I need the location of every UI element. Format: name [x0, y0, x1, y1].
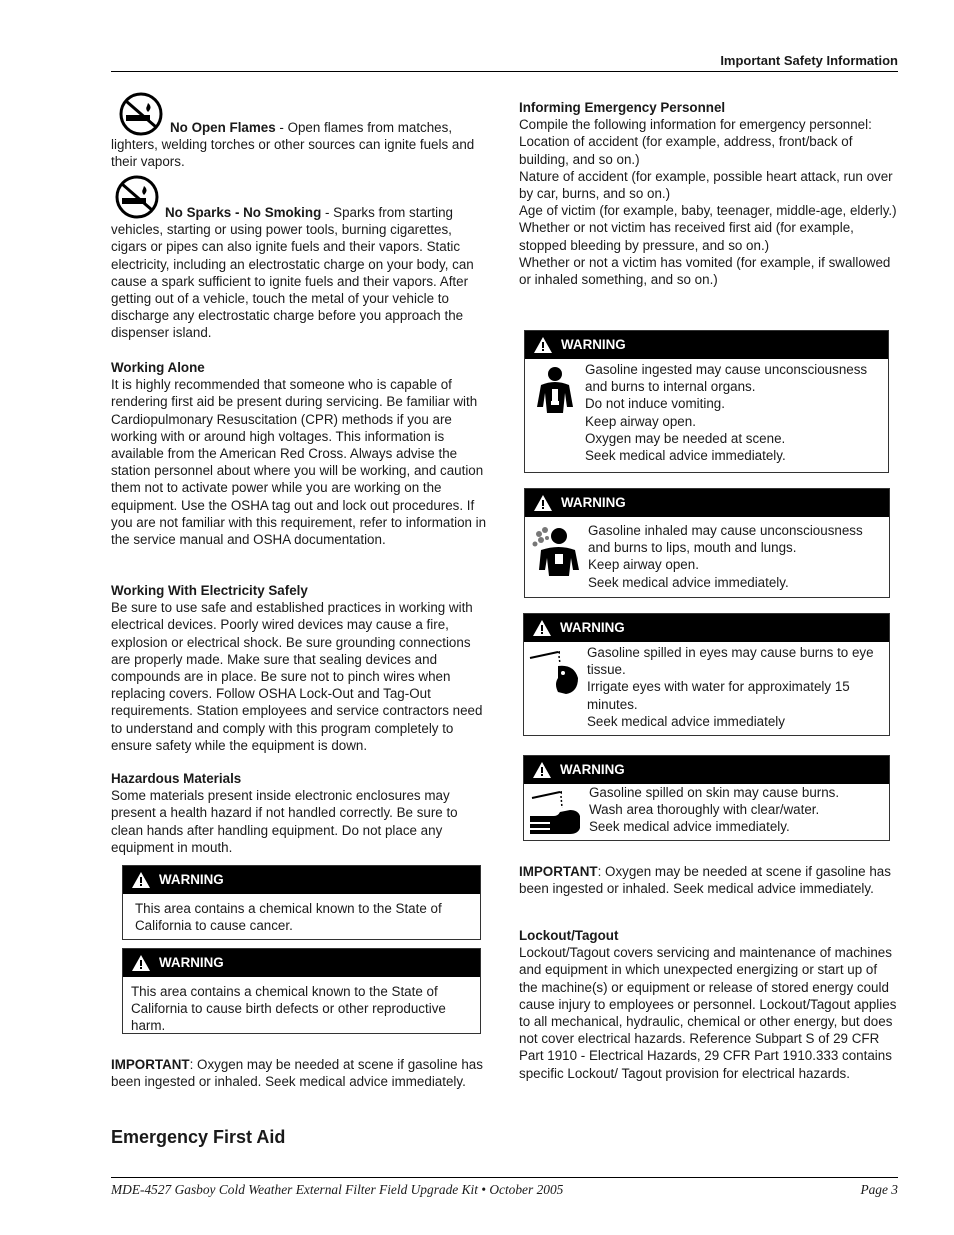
informing-heading: Informing Emergency Personnel	[519, 100, 726, 115]
working-alone-text: It is highly recommended that someone who is capable of rendering first aid be present during servicing. Be familiar with Cardiopulmonary Resuscitation (CPR) methods if you are working with or around high voltages. This information is available from the American Red Cross. Always advise the station personnel about where you will be working, and caution them not to activate power while you are working on the equipment. Use the OSHA tag out and lock out procedures. If you are not familiar with this requirement, refer to information in the service manual and OSHA documentation.	[111, 377, 487, 548]
informing-line: Nature of accident (for example, possible heart attack, run over by car, burns, and so on.)	[519, 168, 893, 202]
lockout-section	[519, 927, 897, 1082]
warning-inhaled-box	[524, 488, 890, 598]
warning-bar	[524, 756, 889, 784]
warning-line: Seek medical advice immediately.	[588, 574, 789, 590]
lockout-heading: Lockout/Tagout	[519, 928, 619, 943]
important-text: : Oxygen may be needed at scene if gasoline has been ingested or inhaled. Seek medical advice immediately.	[111, 1057, 483, 1090]
skin-hazard-icon	[528, 788, 584, 836]
page-header-title: Important Safety Information	[720, 53, 898, 68]
warning-line: Keep airway open.	[588, 557, 699, 573]
warning-bar	[524, 614, 889, 642]
footer-page-number: Page 3	[860, 1182, 898, 1197]
working-alone-heading: Working Alone	[111, 360, 205, 375]
no-sparks-text: - Sparks from starting vehicles, starting or using power tools, burning cigarettes, cigars or pipes can also ignite fuels and their vapors. Static electricity, including an electrostatic charge on your body, can cause a spark sufficient to ignite fuels and their vapors. After getting out of a vehicle, touch the metal of your vehicle to discharge any electrostatic charge before you approach the dispenser island.	[111, 205, 474, 341]
warning-line: Wash area thoroughly with clear/water.	[589, 802, 820, 818]
emergency-first-aid-heading: Emergency First Aid	[111, 1127, 286, 1147]
no-sparks-paragraph	[111, 204, 491, 342]
footer-rule	[111, 1177, 898, 1178]
warning-line: Gasoline ingested may cause unconsciousness and burns to internal organs.	[585, 362, 868, 395]
warning-birth-defects-text: This area contains a chemical known to the State of California to cause birth defects or other reproductive harm.	[131, 984, 446, 1034]
warning-line: Seek medical advice immediately.	[589, 819, 790, 835]
warning-cancer-box	[122, 865, 481, 940]
important-label: IMPORTANT	[519, 864, 598, 879]
warning-line: Gasoline spilled on skin may cause burns.	[589, 785, 840, 800]
warning-ingested-box	[524, 330, 889, 473]
inhalation-hazard-icon	[529, 526, 583, 576]
warning-line: Irrigate eyes with water for approximately 15 minutes.	[587, 679, 850, 712]
warning-triangle-icon	[131, 871, 151, 889]
warning-triangle-icon	[532, 619, 552, 637]
ingestion-hazard-icon	[529, 365, 581, 415]
informing-line: Whether or not a victim has vomited (for example, if swallowed or inhaled something, and so on.)	[519, 254, 891, 288]
lockout-text: Lockout/Tagout covers servicing and maintenance of machines and equipment in which unexpected energizing or start up of the machine(s) or equipment or release of stored energy could cause injury to employees or personnel. Lockout/Tagout applies to all mechanical, hydraulic, chemical or other energy, but does not cover electrical hazards. Reference Subpart S of 29 CFR Part 1910 - Electrical Hazards, 29 CFR Part 1910.333 contains specific Lockout/ Tagout provision for electrical hazards.	[519, 945, 897, 1081]
hazardous-section	[111, 770, 491, 856]
warning-cancer-text: This area contains a chemical known to the State of California to cause cancer.	[135, 901, 442, 934]
warning-skin-box	[523, 755, 890, 841]
footer-document-title: MDE-4527 Gasboy Cold Weather External Filter Field Upgrade Kit • October 2005	[111, 1182, 564, 1197]
informing-line: Age of victim (for example, baby, teenager, middle-age, elderly.)	[519, 203, 897, 219]
hazardous-text: Some materials present inside electronic enclosures may present a health hazard if not handled correctly. Be sure to clean hands after handling equipment. Do not place any equipment in mouth.	[111, 788, 458, 855]
warning-bar	[123, 866, 480, 894]
eye-hazard-icon	[528, 648, 582, 696]
informing-line: Location of accident (for example, address, front/back of building, and so on.)	[519, 134, 853, 167]
electricity-text: Be sure to use safe and established practices in working with electrical devices. Poorly wired devices may cause a fire, explosion or electrical shock. Be sure grounding connections are properly made. Make sure that sealing devices and compounds are in place. Be sure not to pinch wires when replacing covers. Follow OSHA Lock-Out and Tag-Out requirements. Station employees and service contractors need to understand and comply with this program completely to ensure safety while the equipment is down.	[111, 600, 483, 753]
warning-label: WARNING	[561, 337, 626, 353]
warning-label: WARNING	[159, 872, 224, 888]
warning-triangle-icon	[533, 494, 553, 512]
warning-label: WARNING	[159, 955, 224, 971]
warning-birth-defects-box	[122, 948, 481, 1034]
warning-triangle-icon	[131, 954, 151, 972]
warning-bar	[525, 489, 889, 517]
informing-section	[519, 99, 897, 288]
hazardous-heading: Hazardous Materials	[111, 771, 242, 786]
warning-label: WARNING	[560, 620, 625, 636]
informing-line: Compile the following information for emergency personnel:	[519, 117, 872, 133]
warning-label: WARNING	[561, 495, 626, 511]
important-label: IMPORTANT	[111, 1057, 190, 1072]
warning-bar	[525, 331, 888, 359]
warning-line: Gasoline inhaled may cause unconsciousness and burns to lips, mouth and lungs.	[588, 523, 863, 556]
electricity-heading: Working With Electricity Safely	[111, 583, 308, 598]
warning-bar	[123, 949, 480, 977]
warning-line: Seek medical advice immediately.	[585, 448, 786, 464]
electricity-section	[111, 582, 491, 754]
warning-triangle-icon	[533, 336, 553, 354]
warning-line: Seek medical advice immediately	[587, 713, 785, 729]
informing-line: Whether or not victim has received first aid (for example, stopped bleeding by pressure, and so on.)	[519, 220, 854, 253]
important-right-paragraph	[519, 863, 897, 897]
warning-line: Gasoline spilled in eyes may cause burns to eye tissue.	[587, 645, 874, 678]
warning-line: Oxygen may be needed at scene.	[585, 430, 786, 446]
no-open-flames-text: - Open flames from matches, lighters, welding torches or other sources can ignite fuels and their vapors.	[111, 120, 475, 170]
important-left-paragraph	[111, 1056, 491, 1090]
warning-line: Do not induce vomiting.	[585, 396, 725, 412]
warning-triangle-icon	[532, 761, 552, 779]
warning-line: Keep airway open.	[585, 413, 696, 429]
warning-eyes-box	[523, 613, 890, 736]
important-text: : Oxygen may be needed at scene if gasoline has been ingested or inhaled. Seek medical advice immediately.	[519, 864, 891, 897]
no-sparks-title: No Sparks - No Smoking	[165, 205, 322, 220]
no-open-flames-title: No Open Flames	[170, 120, 276, 135]
no-open-flames-paragraph	[111, 119, 491, 171]
header-rule	[111, 71, 898, 72]
warning-label: WARNING	[560, 762, 625, 778]
working-alone-section	[111, 359, 491, 548]
